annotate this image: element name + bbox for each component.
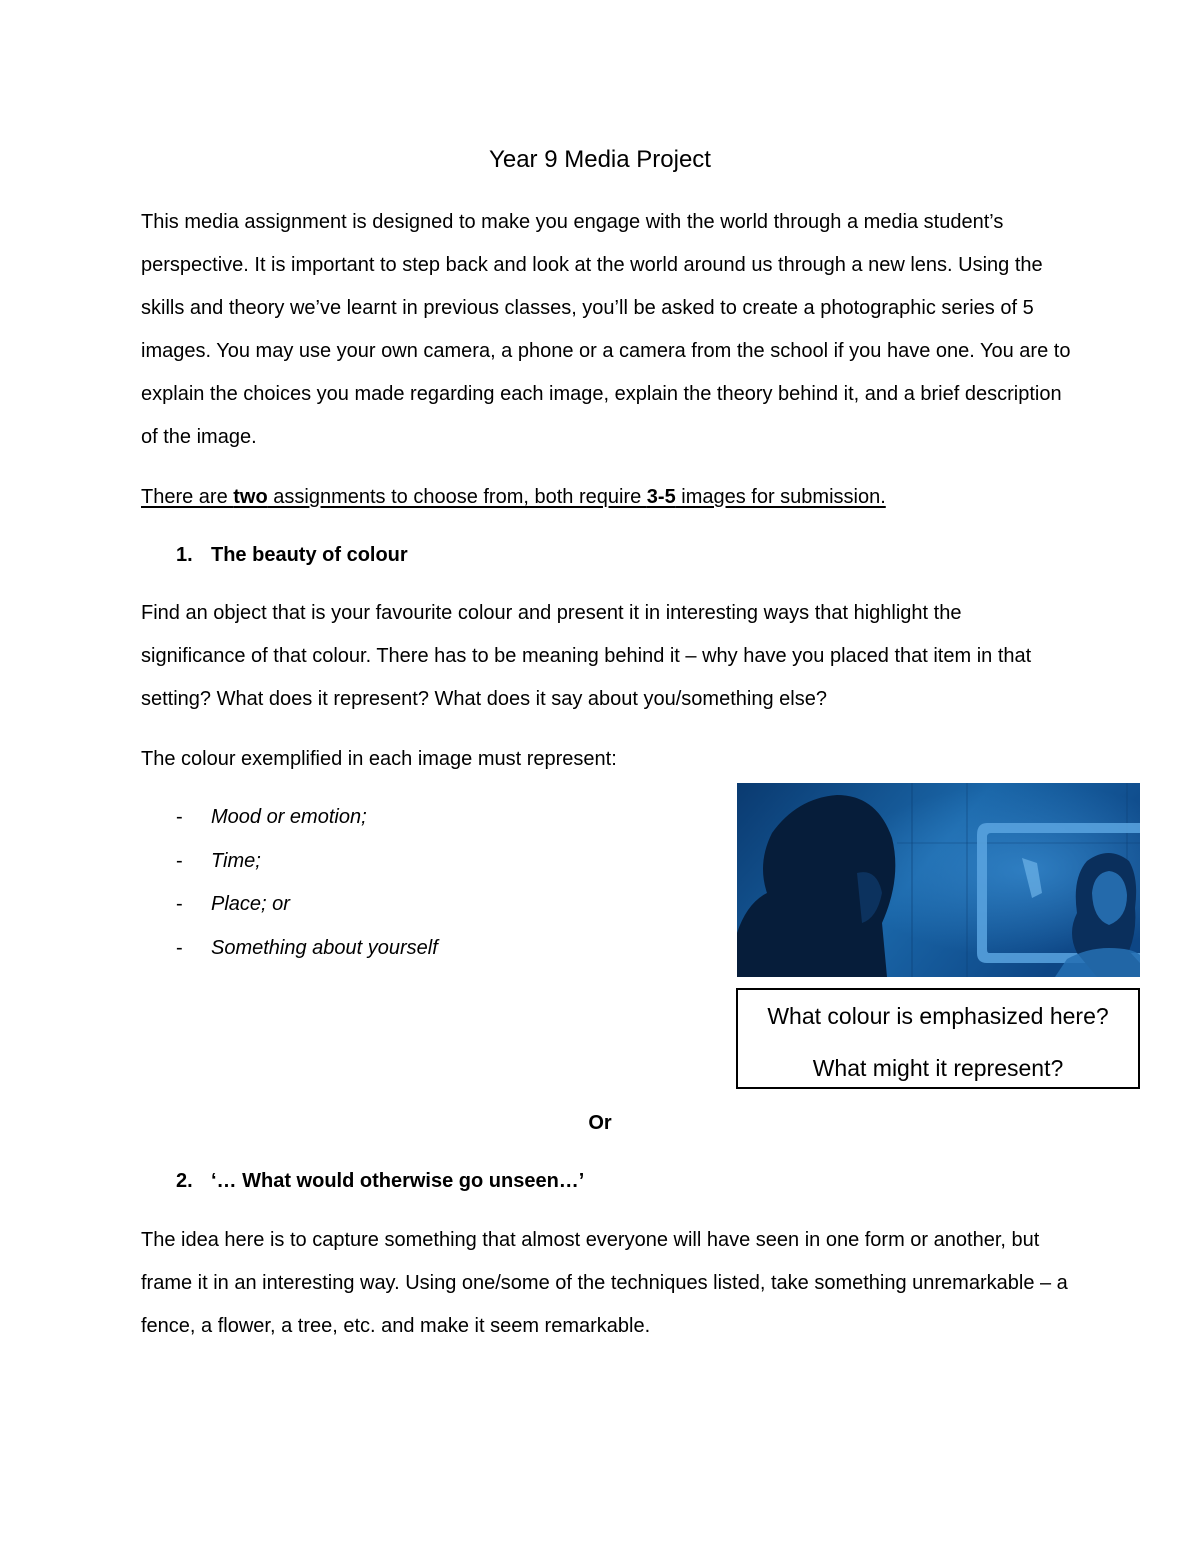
section-1-number: 1.: [176, 544, 193, 566]
list-item: [176, 927, 438, 971]
list-item: [176, 883, 438, 927]
choice-text-3: images for submission.: [675, 486, 886, 508]
caption-line-1: What colour is emphasized here?: [767, 1003, 1109, 1029]
list-item-text: Place; or: [211, 893, 290, 915]
dash-bullet: -: [176, 806, 183, 828]
dash-bullet: -: [176, 849, 183, 872]
list-item: [176, 840, 438, 884]
list-item-text: Something about yourself: [211, 936, 438, 959]
caption-line-2: What might it represent?: [812, 1055, 1064, 1081]
blue-mirror-photo: [737, 783, 1140, 977]
section-1-body: Find an object that is your favourite colour and present it in interesting ways that highlight the significance of that colour. There has to be meaning behind it – why have you placed that item in that setting? What does it represent? What does it say about you/something else?: [141, 602, 1032, 710]
dash-bullet: -: [176, 936, 183, 959]
list-item-text: Time;: [211, 849, 261, 872]
representation-list: [176, 796, 438, 970]
section-2-body: The idea here is to capture something that almost everyone will have seen in one form or another, but frame it in an interesting way. Using one/some of the techniques listed, take something unremarkable – a fence, a flower, a tree, etc. and make it seem remarkable.: [141, 1229, 1068, 1337]
choice-text-2: assignments to choose from, both require: [267, 486, 647, 508]
intro-paragraph: This media assignment is designed to make you engage with the world through a media student’s perspective. It is important to step back and look at the world around us through a new lens. Using the skills and theory we’ve learnt in previous classes, you’ll be asked to create a photographic series of 5 images. You may use your own camera, a phone or a camera from the school if you have one. You are to explain the choices you made regarding each image, explain the theory behind it, and a brief description of the image.: [141, 211, 1071, 448]
image-caption-box: [736, 988, 1140, 1089]
choice-bold-two: two: [233, 486, 268, 508]
choice-bold-range: 3-5: [646, 486, 676, 508]
section-2-title: ‘… What would otherwise go unseen…’: [211, 1170, 585, 1192]
page-title: Year 9 Media Project: [489, 146, 711, 173]
section-2-number: 2.: [176, 1170, 193, 1192]
or-separator: Or: [588, 1112, 612, 1134]
section-1-heading: [176, 534, 408, 577]
dash-bullet: -: [176, 893, 183, 915]
list-item: [176, 796, 438, 840]
choice-text-1: There are: [141, 486, 234, 508]
assignment-choice-line: [141, 476, 886, 519]
section-2-heading: [176, 1160, 584, 1203]
section-1-title: The beauty of colour: [211, 544, 408, 566]
list-intro: The colour exemplified in each image must represent:: [141, 748, 617, 770]
list-item-text: Mood or emotion;: [211, 806, 367, 828]
